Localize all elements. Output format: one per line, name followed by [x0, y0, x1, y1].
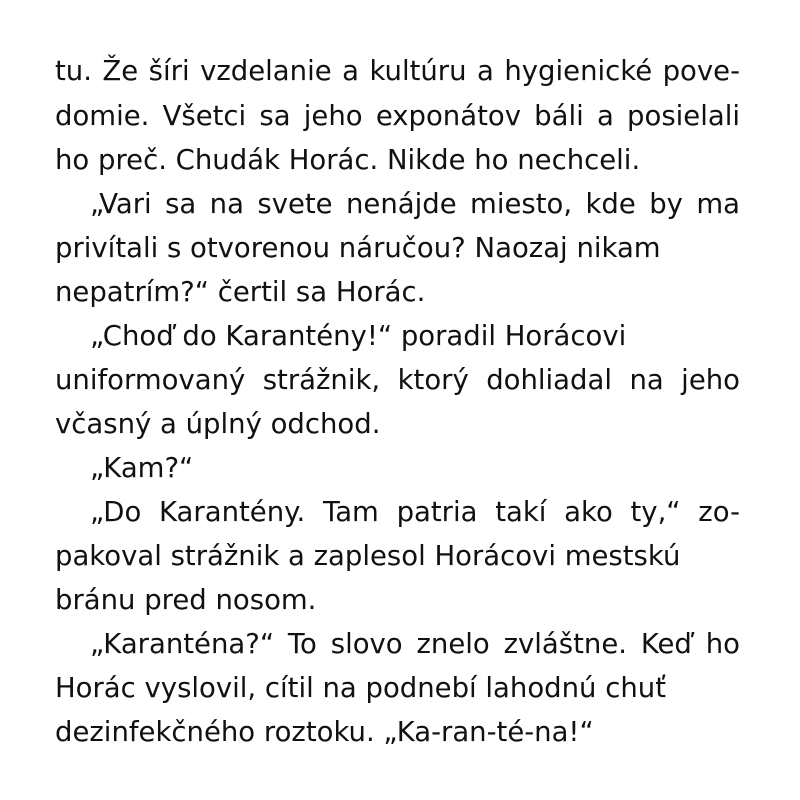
text-line: nepatrím?“ čertil sa Horác.	[55, 276, 426, 308]
text-line: dezinfekčného roztoku. „Ka-ran-té-na!“	[55, 716, 594, 748]
text-line: „Do Karantény. Tam patria takí ako ty,“ zo-	[90, 496, 740, 528]
text-line: „Choď do Karantény!“ poradil Horácovi	[90, 320, 627, 352]
text-line: „Kam?“	[90, 452, 194, 484]
text-line: privítali s otvorenou náručou? Naozaj nikam	[55, 232, 661, 264]
text-line: bránu pred nosom.	[55, 584, 317, 616]
text-line: tu. Že šíri vzdelanie a kultúru a hygienické pove-	[55, 55, 740, 87]
text-line: pakoval strážnik a zaplesol Horácovi mestskú	[55, 540, 681, 572]
text-line: „Karanténa?“ To slovo znelo zvláštne. Keď ho	[90, 628, 740, 660]
text-line: ho preč. Chudák Horác. Nikde ho nechceli.	[55, 144, 641, 176]
text-line: „Vari sa na svete nenájde miesto, kde by ma	[90, 188, 740, 220]
text-line: včasný a úplný odchod.	[55, 408, 381, 440]
text-line: uniformovaný strážnik, ktorý dohliadal na jeho	[55, 364, 740, 396]
text-line: domie. Všetci sa jeho exponátov báli a posielali	[55, 100, 740, 132]
text-line: Horác vyslovil, cítil na podnebí lahodnú chuť	[55, 672, 666, 704]
